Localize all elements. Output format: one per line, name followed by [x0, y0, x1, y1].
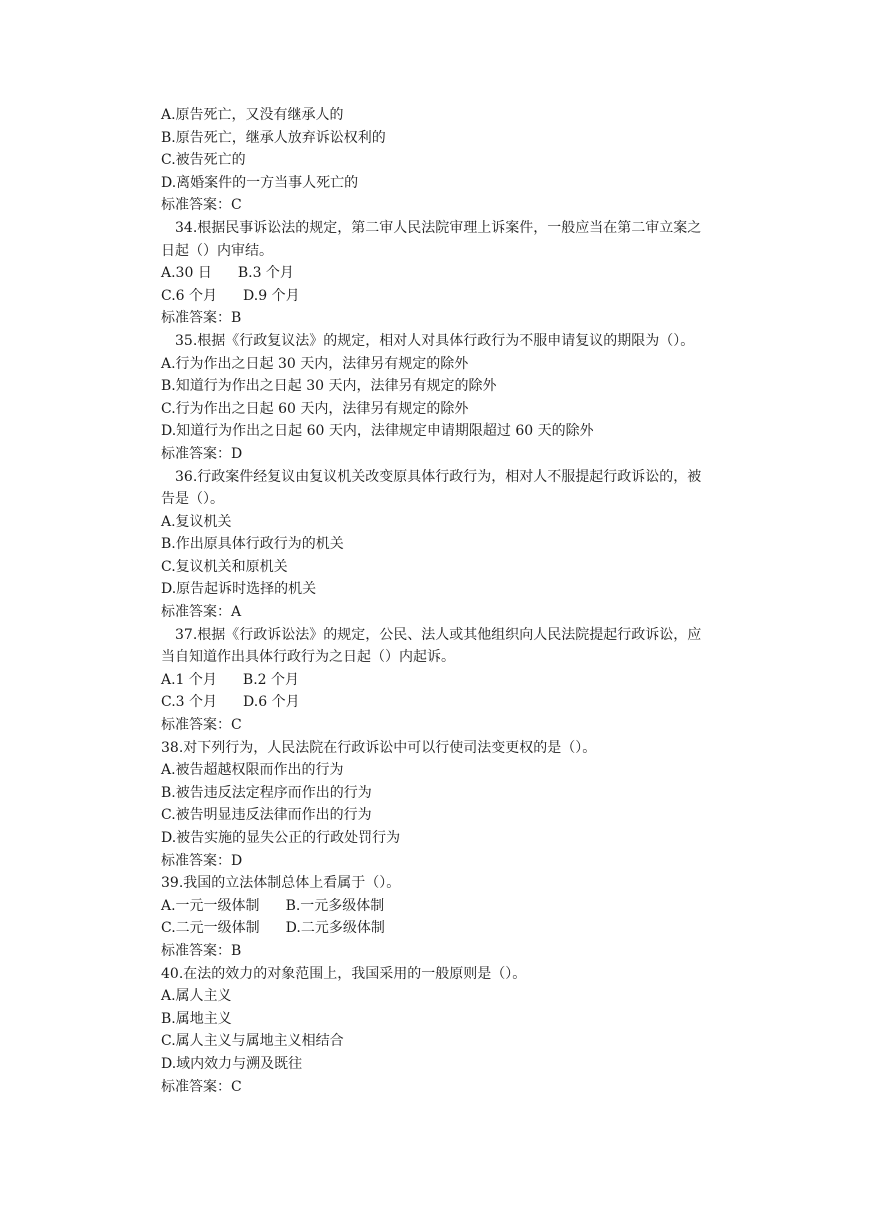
option-line: B.原告死亡，继承人放弃诉讼权利的 [161, 129, 386, 146]
option-pair-line [0, 669, 869, 692]
question-continuation-line: 告是（）。 [161, 491, 224, 508]
option-pair-line [0, 285, 869, 308]
option-line: 38.对下列行为，人民法院在行政诉讼中可以行使司法变更权的是（）。 [161, 739, 597, 756]
answer-line: 标准答案：D [161, 852, 243, 869]
answer-line: 标准答案：A [161, 604, 242, 621]
option-text: C.6 个月 [161, 287, 218, 304]
option-line: A.原告死亡，又没有继承人的 [161, 107, 344, 123]
option-line: A.复议机关 [161, 513, 232, 530]
option-line: A.行为作出之日起 30 天内，法律另有规定的除外 [161, 355, 469, 372]
option-line: C.被告明显违反法律而作出的行为 [161, 807, 372, 824]
answer-line: 标准答案：D [161, 445, 243, 462]
option-line: C.被告死亡的 [161, 152, 246, 169]
question-line: 34.根据民事诉讼法的规定，第二审人民法院审理上诉案件，一般应当在第二审立案之 [175, 219, 702, 236]
question-line: 37.根据《行政诉讼法》的规定，公民、法人或其他组织向人民法院提起行政诉讼，应 [175, 626, 702, 643]
option-pair-line [0, 895, 869, 918]
option-text: C.二元一级体制 [161, 920, 260, 937]
option-line: B.属地主义 [161, 1010, 232, 1027]
document-page [0, 104, 869, 1098]
question-line: 35.根据《行政复议法》的规定，相对人对具体行政行为不服申请复议的期限为（）。 [175, 332, 695, 349]
question-continuation-line: 日起（）内审结。 [161, 242, 273, 259]
option-text: A.30 日 [161, 265, 212, 282]
option-line: D.知道行为作出之日起 60 天内，法律规定申请期限超过 60 天的除外 [161, 423, 594, 440]
option-line: B.被告违反法定程序而作出的行为 [161, 784, 372, 801]
question-line: 36.行政案件经复议由复议机关改变原具体行政行为，相对人不服提起行政诉讼的，被 [175, 468, 702, 485]
option-line: C.行为作出之日起 60 天内，法律另有规定的除外 [161, 400, 469, 417]
option-text: D.6 个月 [243, 694, 300, 711]
option-line: D.离婚案件的一方当事人死亡的 [161, 174, 359, 191]
option-text: B.一元多级体制 [285, 897, 385, 914]
option-text: B.2 个月 [242, 671, 300, 688]
option-text: A.1 个月 [161, 671, 217, 688]
option-text: D.9 个月 [243, 287, 300, 304]
option-line: 39.我国的立法体制总体上看属于（）。 [161, 875, 401, 892]
option-text: C.3 个月 [161, 694, 218, 711]
answer-line: 标准答案：C [161, 197, 242, 214]
option-pair-line [0, 262, 869, 285]
answer-line: 标准答案：C [161, 717, 242, 734]
option-line: A.属人主义 [161, 988, 232, 1005]
option-text: B.3 个月 [237, 265, 294, 282]
answer-line: 标准答案：B [161, 310, 242, 327]
option-line: C.复议机关和原机关 [161, 558, 288, 575]
option-line: B.作出原具体行政行为的机关 [161, 536, 344, 553]
option-line: D.域内效力与溯及既往 [161, 1055, 303, 1072]
option-line: C.属人主义与属地主义相结合 [161, 1033, 344, 1050]
option-line: A.被告超越权限而作出的行为 [161, 762, 344, 779]
answer-line: 标准答案：C [161, 1078, 242, 1095]
option-pair-line [0, 691, 869, 714]
option-line: B.知道行为作出之日起 30 天内，法律另有规定的除外 [161, 378, 497, 395]
option-pair-line [0, 917, 869, 940]
answer-line: 标准答案：B [161, 942, 242, 959]
option-text: D.二元多级体制 [285, 920, 385, 937]
option-text: A.一元一级体制 [161, 897, 260, 914]
question-continuation-line: 当自知道作出具体行政行为之日起（）内起诉。 [161, 649, 455, 666]
option-line: 40.在法的效力的对象范围上，我国采用的一般原则是（）。 [161, 965, 527, 982]
option-line: D.被告实施的显失公正的行政处罚行为 [161, 830, 401, 846]
option-line: D.原告起诉时选择的机关 [161, 581, 317, 598]
